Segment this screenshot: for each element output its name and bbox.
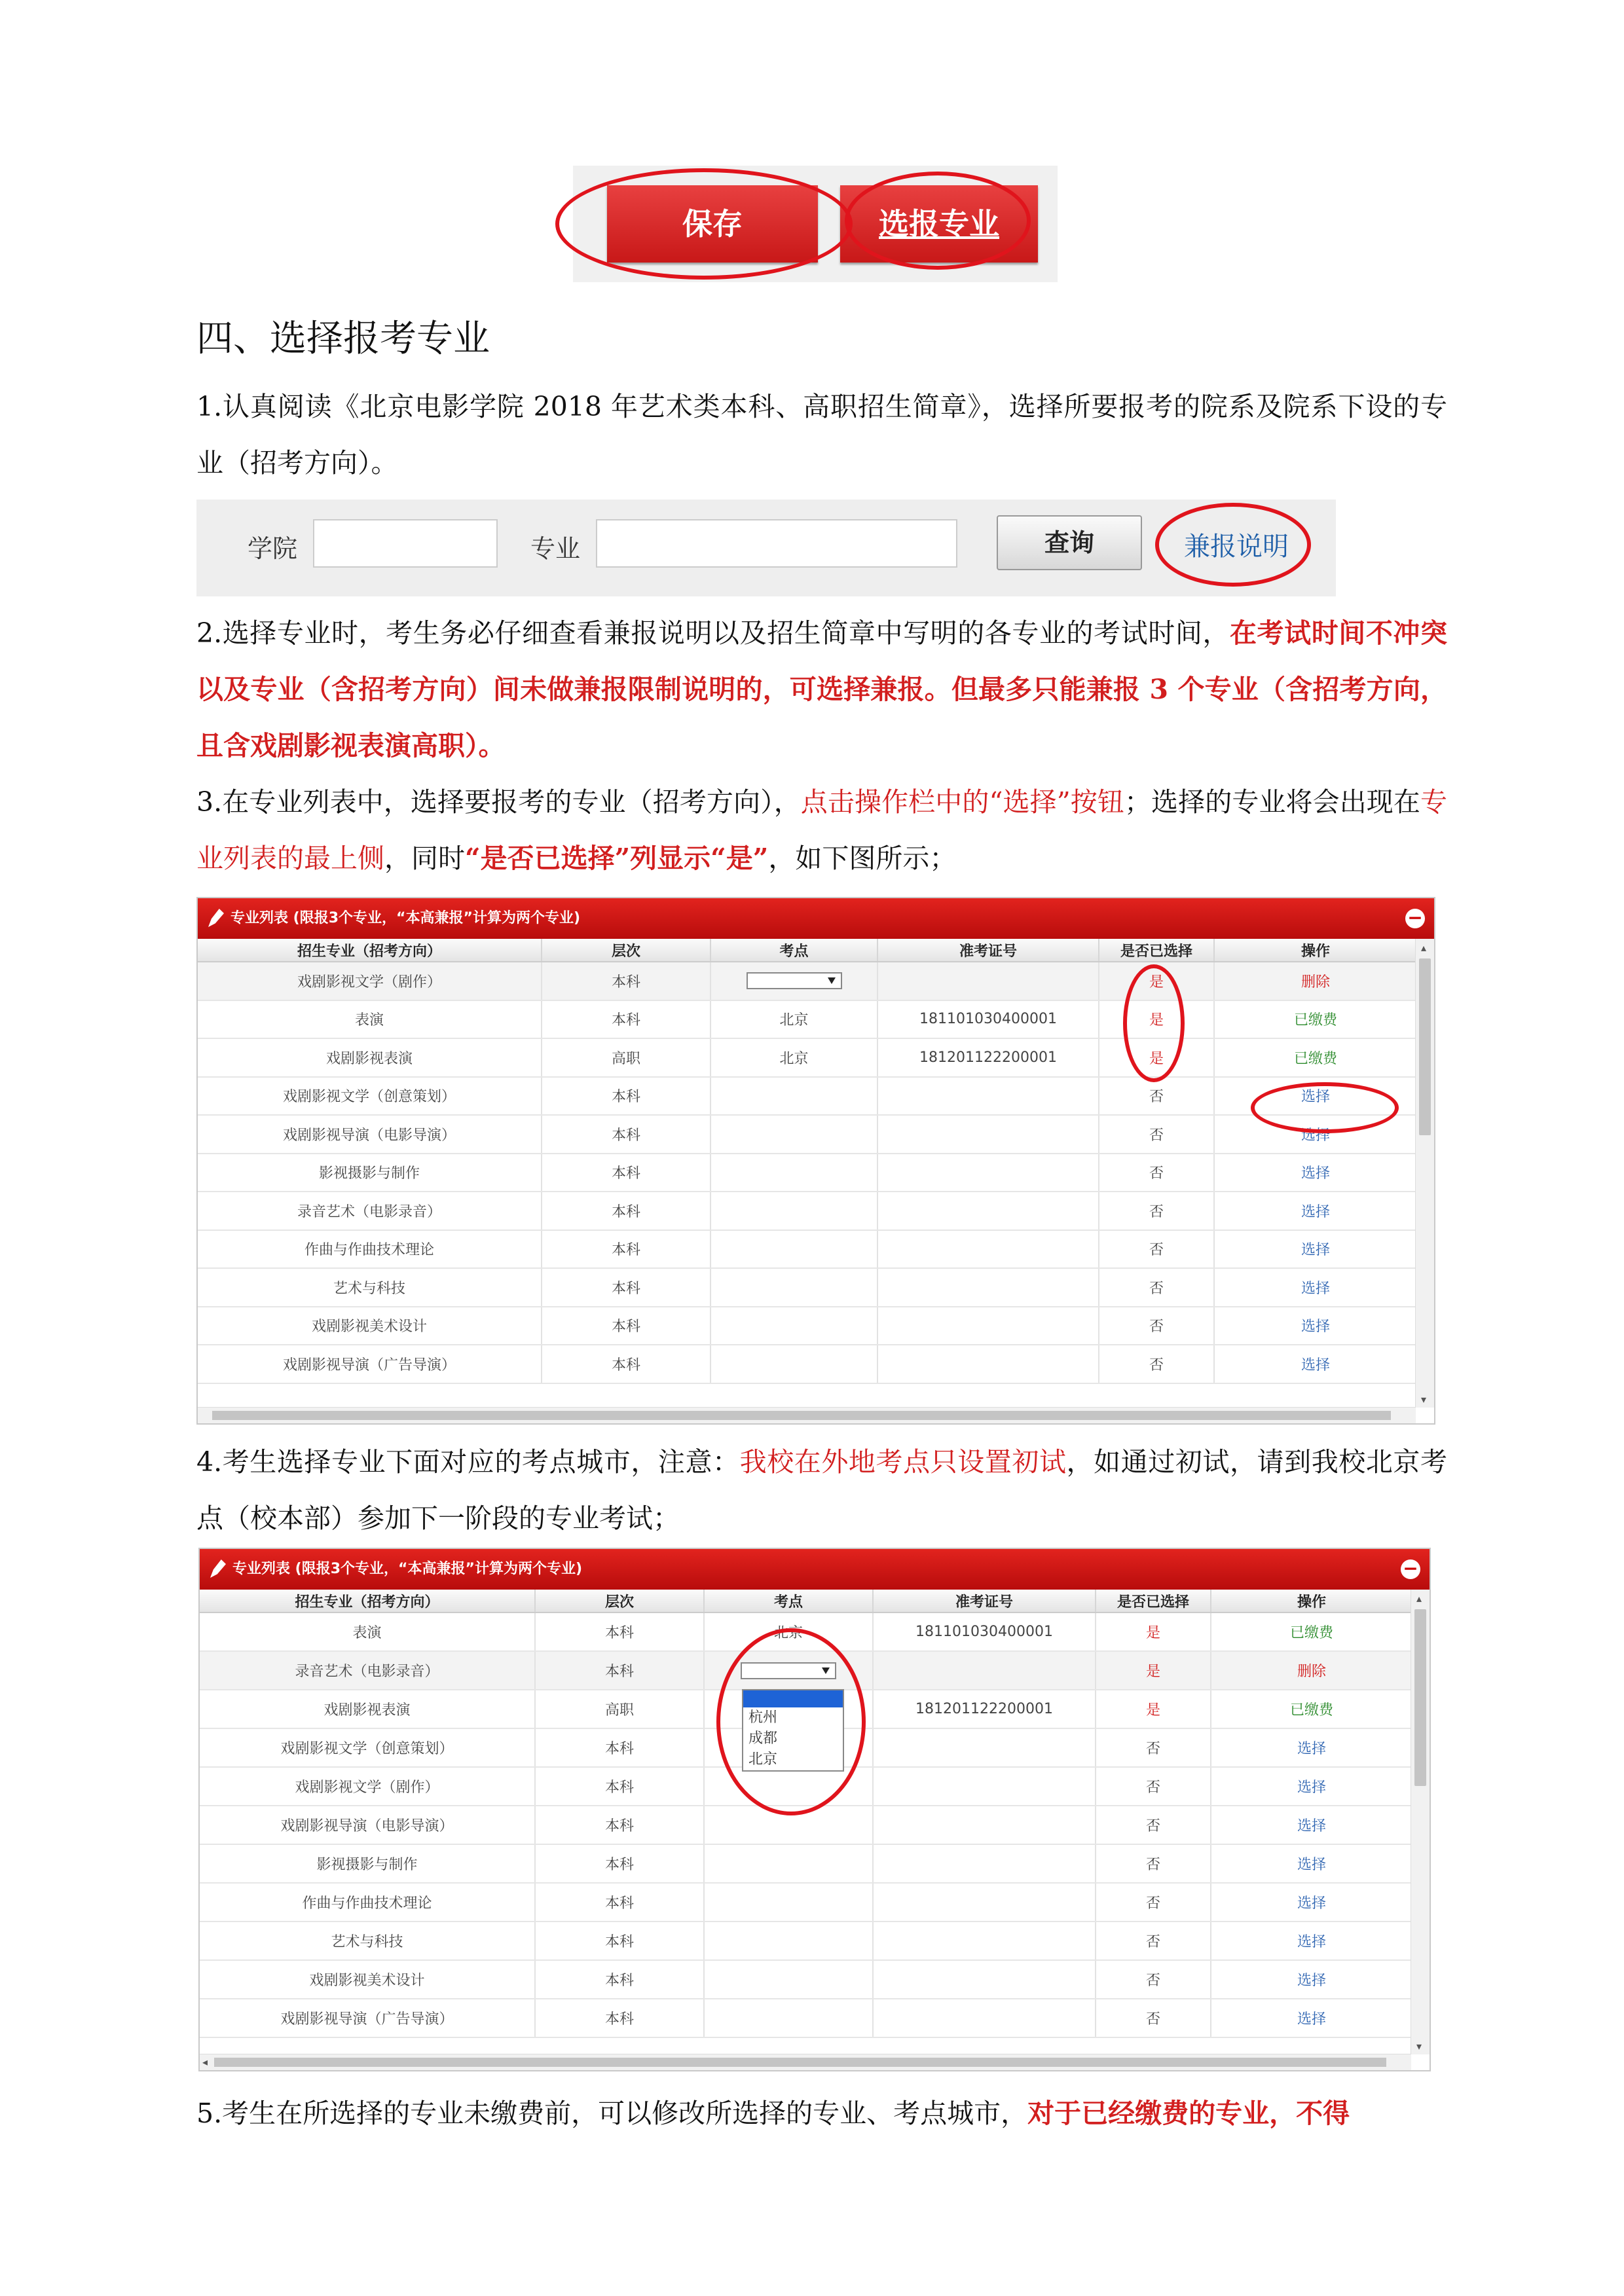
major-cell: 作曲与作曲技术理论	[198, 1230, 542, 1269]
column-header: 层次	[542, 939, 710, 962]
ticket-number-cell	[877, 1307, 1099, 1345]
operation-delete-button[interactable]: 删除	[1214, 962, 1417, 1000]
step4-text-2: ，如通过初试，请到我校北京考点（校本部）参加下一阶段的专业考试；	[196, 1446, 1448, 1534]
step3-text-3: ，同时	[384, 843, 465, 874]
selected-status-cell: 否	[1096, 1960, 1211, 1999]
exam-site-value: 北京	[779, 1012, 809, 1029]
major-cell: 艺术与科技	[200, 1922, 535, 1960]
step5-paragraph	[196, 2085, 1447, 2141]
exam-site-select[interactable]	[741, 1662, 836, 1679]
operation-select-button[interactable]: 选择	[1211, 1922, 1412, 1960]
exam-site-cell	[710, 962, 877, 1000]
major-cell: 录音艺术（电影录音）	[200, 1651, 535, 1690]
ticket-number-cell	[877, 1077, 1099, 1116]
college-label: 学院	[248, 534, 298, 563]
level-cell: 本科	[542, 1000, 710, 1039]
exam-site-value: 北京	[773, 1625, 803, 1641]
selected-status-cell: 否	[1096, 1806, 1211, 1844]
column-header: 招生专业（招考方向）	[198, 939, 542, 962]
operation-select-button[interactable]: 选择	[1214, 1307, 1417, 1345]
exam-site-cell	[704, 1922, 873, 1960]
table-row[interactable]	[198, 1000, 1417, 1039]
operation-select-button[interactable]: 选择	[1214, 1077, 1417, 1116]
step3-red-1: 点击操作栏中的“选择”按钮	[800, 786, 1124, 818]
major-cell: 戏剧影视导演（电影导演）	[198, 1115, 542, 1154]
ticket-number-cell	[873, 1767, 1096, 1806]
selected-status-cell: 是	[1096, 1651, 1211, 1690]
joint-apply-note-link[interactable]: 兼报说明	[1184, 532, 1289, 562]
collapse-icon[interactable]: −	[1405, 909, 1425, 928]
selected-status-cell: 是	[1096, 1690, 1211, 1728]
table2-title: 专业列表 (限报3个专业，“本高兼报”计算为两个专业)	[232, 1561, 582, 1577]
chevron-down-icon	[828, 977, 836, 984]
level-cell: 本科	[535, 1767, 704, 1806]
level-cell: 本科	[542, 1230, 710, 1269]
major-cell: 戏剧影视文学（创意策划）	[198, 1077, 542, 1116]
ticket-number-cell	[877, 1345, 1099, 1383]
operation-select-button[interactable]: 选择	[1211, 1728, 1412, 1767]
major-cell: 艺术与科技	[198, 1268, 542, 1307]
selected-status-cell: 否	[1096, 1999, 1211, 2037]
dropdown-option[interactable]: 成都	[748, 1730, 778, 1747]
table2-grid	[200, 1590, 1413, 2038]
step2-text: 2.选择专业时，考生务必仔细查看兼报说明以及招生简章中写明的各专业的考试时间，	[196, 617, 1230, 649]
exam-site-cell	[710, 1192, 877, 1230]
major-cell: 表演	[198, 1000, 542, 1039]
selected-status-cell: 否	[1096, 1844, 1211, 1883]
level-cell: 本科	[542, 1268, 710, 1307]
table1-scroll-thumb[interactable]	[1419, 958, 1431, 1135]
level-cell: 高职	[535, 1690, 704, 1728]
save-button[interactable]: 保存	[607, 185, 818, 263]
exam-site-cell	[710, 1268, 877, 1307]
major-cell: 影视摄影与制作	[200, 1844, 535, 1883]
column-header: 是否已选择	[1099, 939, 1214, 962]
ticket-number-cell	[877, 1154, 1099, 1192]
step3-text-2: ；选择的专业将会出现在	[1124, 786, 1420, 818]
selected-status-cell: 否	[1099, 1268, 1214, 1307]
ticket-number-cell	[873, 1922, 1096, 1960]
ticket-number-cell: 181201122200001	[877, 1038, 1099, 1077]
ticket-number-cell: 181101030400001	[877, 1000, 1099, 1039]
exam-site-cell	[704, 1883, 873, 1922]
level-cell: 本科	[535, 1728, 704, 1767]
table-row[interactable]	[198, 1345, 1417, 1383]
major-label: 专业	[530, 534, 581, 563]
operation-select-button[interactable]: 选择	[1211, 1767, 1412, 1806]
exam-site-cell	[710, 1038, 877, 1077]
step3-text-1: 3.在专业列表中，选择要报考的专业（招考方向），	[196, 786, 801, 818]
table-row[interactable]	[200, 1651, 1412, 1690]
table-row[interactable]	[200, 1844, 1412, 1883]
ticket-number-cell	[873, 1999, 1096, 2037]
major-cell: 表演	[200, 1613, 535, 1651]
operation-paid-button: 已缴费	[1211, 1690, 1412, 1728]
exam-site-cell	[710, 1307, 877, 1345]
dropdown-option[interactable]: 杭州	[748, 1709, 778, 1726]
step5-text-1: 5.考生在所选择的专业未缴费前，可以修改所选择的专业、考点城市，	[196, 2098, 1028, 2129]
step3-text-4: ，如下图所示；	[768, 843, 957, 874]
pencil-icon	[208, 909, 224, 927]
step2-red-text-2: 但最多只能兼报 3 个专业（含招考方向，且含戏剧影视表演高职）。	[196, 674, 1448, 761]
major-cell: 作曲与作曲技术理论	[200, 1883, 535, 1922]
table-row[interactable]	[198, 1192, 1417, 1230]
column-header: 考点	[704, 1590, 873, 1613]
ticket-number-cell	[873, 1806, 1096, 1844]
table1-grid	[198, 939, 1418, 1384]
collapse-icon[interactable]: −	[1401, 1559, 1420, 1579]
ticket-number-cell	[873, 1960, 1096, 1999]
step4-text-1: 4.考生选择专业下面对应的考点城市，注意：	[196, 1446, 740, 1478]
table-row[interactable]	[200, 1999, 1412, 2037]
selected-status-cell: 是	[1096, 1613, 1211, 1651]
major-cell: 戏剧影视文学（剧作）	[200, 1767, 535, 1806]
operation-select-button[interactable]: 选择	[1214, 1345, 1417, 1383]
step3-red-3: “是否已选择”列显示“是”	[465, 843, 769, 874]
table-row[interactable]	[198, 1307, 1417, 1345]
table-row[interactable]	[198, 1115, 1417, 1154]
column-header: 考点	[710, 939, 877, 962]
ticket-number-cell	[877, 1192, 1099, 1230]
selected-status-cell: 否	[1096, 1883, 1211, 1922]
selected-status-cell: 否	[1099, 1077, 1214, 1116]
step3-red-2: 专业列表的最上侧	[196, 786, 1447, 874]
search-bar-screenshot	[196, 500, 1336, 596]
level-cell: 本科	[535, 1844, 704, 1883]
pencil-icon	[210, 1559, 226, 1578]
column-header: 招生专业（招考方向）	[200, 1590, 535, 1613]
level-cell: 高职	[542, 1038, 710, 1077]
exam-site-cell	[710, 1345, 877, 1383]
step4-paragraph	[196, 1434, 1447, 1546]
ticket-number-cell	[873, 1883, 1096, 1922]
exam-site-cell	[710, 1230, 877, 1269]
choose-major-button[interactable]: 选报专业	[840, 185, 1038, 263]
table2-vertical-scrollbar[interactable]	[1411, 1590, 1430, 2054]
ticket-number-cell	[877, 1268, 1099, 1307]
operation-paid-button: 已缴费	[1214, 1038, 1417, 1077]
selected-status-cell: 否	[1099, 1230, 1214, 1269]
selected-status-cell: 否	[1096, 1728, 1211, 1767]
table-row[interactable]	[200, 1613, 1412, 1651]
selected-status-cell: 是	[1099, 1000, 1214, 1039]
selected-status-cell: 否	[1096, 1922, 1211, 1960]
scroll-down-arrow-icon[interactable]: ▾	[1421, 1393, 1427, 1406]
level-cell: 本科	[542, 1077, 710, 1116]
ticket-number-cell: 181101030400001	[873, 1613, 1096, 1651]
table2-title-bar	[200, 1549, 1430, 1590]
scroll-up-arrow-icon[interactable]: ▴	[1416, 1592, 1422, 1605]
level-cell: 本科	[542, 962, 710, 1000]
level-cell: 本科	[535, 1883, 704, 1922]
level-cell: 本科	[542, 1154, 710, 1192]
table-row[interactable]	[200, 1767, 1412, 1806]
operation-select-button[interactable]: 选择	[1211, 1844, 1412, 1883]
exam-site-cell	[704, 1844, 873, 1883]
table-row[interactable]	[198, 1154, 1417, 1192]
table-row[interactable]	[200, 1922, 1412, 1960]
query-button[interactable]: 查询	[997, 515, 1142, 570]
step3-paragraph	[196, 774, 1447, 886]
selected-status-cell: 否	[1099, 1345, 1214, 1383]
level-cell: 本科	[535, 1999, 704, 2037]
exam-site-cell	[710, 1154, 877, 1192]
exam-site-cell	[710, 1115, 877, 1154]
selected-status-cell: 否	[1099, 1307, 1214, 1345]
table1-title: 专业列表 (限报3个专业，“本高兼报”计算为两个专业)	[231, 910, 580, 926]
exam-site-cell	[710, 1077, 877, 1116]
scroll-up-arrow-icon[interactable]: ▴	[1421, 941, 1427, 954]
table-row[interactable]	[198, 962, 1417, 1000]
table-row[interactable]	[198, 1230, 1417, 1269]
table-row[interactable]	[198, 1268, 1417, 1307]
step5-red-1: 对于已经缴费的专业，不得	[1027, 2098, 1350, 2129]
operation-select-button[interactable]: 选择	[1214, 1115, 1417, 1154]
level-cell: 本科	[535, 1960, 704, 1999]
scroll-down-arrow-icon[interactable]: ▾	[1416, 2040, 1422, 2052]
level-cell: 本科	[535, 1651, 704, 1690]
step1-text: 1.认真阅读《北京电影学院 2018 年艺术类本科、高职招生简章》，选择所要报考的院系及院系下设的专业（招考方向）。	[196, 391, 1447, 479]
operation-select-button[interactable]: 选择	[1214, 1154, 1417, 1192]
ticket-number-cell	[877, 962, 1099, 1000]
exam-site-cell	[704, 1613, 873, 1651]
level-cell: 本科	[542, 1192, 710, 1230]
ticket-number-cell	[873, 1844, 1096, 1883]
selected-status-cell: 否	[1096, 1767, 1211, 1806]
level-cell: 本科	[535, 1922, 704, 1960]
scroll-left-arrow-icon[interactable]: ◂	[202, 2056, 208, 2068]
step2-red-text-1: 在考试时间不冲突以及专业（含招考方向）间未做兼报限制说明的，可选择兼报。	[196, 617, 1447, 705]
table1-title-bar	[198, 898, 1434, 939]
column-header: 层次	[535, 1590, 704, 1613]
column-header: 是否已选择	[1096, 1590, 1211, 1613]
major-list-table-2	[198, 1548, 1431, 2071]
major-cell: 戏剧影视美术设计	[200, 1960, 535, 1999]
table-row[interactable]	[198, 1077, 1417, 1116]
table1-hscroll-thumb[interactable]	[212, 1411, 1391, 1420]
level-cell: 本科	[535, 1806, 704, 1844]
selected-status-cell: 是	[1099, 1038, 1214, 1077]
operation-select-button[interactable]: 选择	[1214, 1192, 1417, 1230]
ticket-number-cell: 181201122200001	[873, 1690, 1096, 1728]
major-list-table-1	[196, 897, 1435, 1425]
operation-select-button[interactable]: 选择	[1214, 1268, 1417, 1307]
level-cell: 本科	[542, 1345, 710, 1383]
level-cell: 本科	[535, 1613, 704, 1651]
exam-site-cell	[704, 1651, 873, 1690]
exam-site-select[interactable]	[747, 972, 842, 989]
column-header: 操作	[1214, 939, 1417, 962]
table-row[interactable]	[200, 1806, 1412, 1844]
table-row[interactable]	[198, 1038, 1417, 1077]
table1-horizontal-scrollbar[interactable]	[198, 1407, 1416, 1423]
level-cell: 本科	[542, 1307, 710, 1345]
step2-paragraph	[196, 605, 1447, 774]
level-cell: 本科	[542, 1115, 710, 1154]
major-cell: 戏剧影视导演（广告导演）	[198, 1345, 542, 1383]
section-heading: 四、选择报考专业	[196, 318, 490, 360]
major-cell: 影视摄影与制作	[198, 1154, 542, 1192]
operation-select-button[interactable]: 选择	[1211, 1960, 1412, 1999]
column-header: 准考证号	[873, 1590, 1096, 1613]
major-cell: 戏剧影视文学（创意策划）	[200, 1728, 535, 1767]
exam-site-cell	[704, 1767, 873, 1806]
operation-select-button[interactable]: 选择	[1211, 1883, 1412, 1922]
table-row[interactable]	[200, 1960, 1412, 1999]
major-cell: 戏剧影视导演（广告导演）	[200, 1999, 535, 2037]
save-choose-buttons-screenshot	[573, 166, 1058, 282]
ticket-number-cell	[877, 1115, 1099, 1154]
selected-status-cell: 否	[1099, 1154, 1214, 1192]
table2-horizontal-scrollbar[interactable]	[200, 2054, 1411, 2070]
exam-site-cell	[704, 1999, 873, 2037]
ticket-number-cell	[877, 1230, 1099, 1269]
operation-delete-button[interactable]: 删除	[1211, 1651, 1412, 1690]
major-cell: 戏剧影视文学（剧作）	[198, 962, 542, 1000]
table1-vertical-scrollbar[interactable]	[1415, 939, 1434, 1408]
major-cell: 戏剧影视表演	[198, 1038, 542, 1077]
operation-paid-button: 已缴费	[1214, 1000, 1417, 1039]
table-row[interactable]	[200, 1883, 1412, 1922]
exam-site-cell	[704, 1806, 873, 1844]
dropdown-highlight[interactable]	[743, 1690, 843, 1707]
ticket-number-cell	[873, 1728, 1096, 1767]
selected-status-cell: 是	[1099, 962, 1214, 1000]
dropdown-option[interactable]: 北京	[748, 1751, 778, 1768]
exam-site-dropdown-list[interactable]	[742, 1689, 844, 1772]
operation-select-button[interactable]: 选择	[1214, 1230, 1417, 1269]
selected-status-cell: 否	[1099, 1115, 1214, 1154]
operation-paid-button: 已缴费	[1211, 1613, 1412, 1651]
major-cell: 戏剧影视导演（电影导演）	[200, 1806, 535, 1844]
major-input[interactable]	[596, 519, 957, 568]
exam-site-cell	[704, 1960, 873, 1999]
major-cell: 录音艺术（电影录音）	[198, 1192, 542, 1230]
major-cell: 戏剧影视美术设计	[198, 1307, 542, 1345]
college-input[interactable]	[313, 519, 498, 568]
major-cell: 戏剧影视表演	[200, 1690, 535, 1728]
selected-status-cell: 否	[1099, 1192, 1214, 1230]
ticket-number-cell	[873, 1651, 1096, 1690]
operation-select-button[interactable]: 选择	[1211, 1806, 1412, 1844]
step4-red-1: 我校在外地考点只设置初试	[739, 1446, 1067, 1478]
table2-hscroll-thumb[interactable]	[214, 2058, 1386, 2067]
exam-site-value: 北京	[779, 1050, 809, 1067]
column-header: 操作	[1211, 1590, 1412, 1613]
operation-select-button[interactable]: 选择	[1211, 1999, 1412, 2037]
step1-paragraph	[196, 378, 1447, 491]
exam-site-cell	[710, 1000, 877, 1039]
column-header: 准考证号	[877, 939, 1099, 962]
chevron-down-icon	[822, 1667, 830, 1674]
table2-scroll-thumb[interactable]	[1414, 1609, 1426, 1786]
